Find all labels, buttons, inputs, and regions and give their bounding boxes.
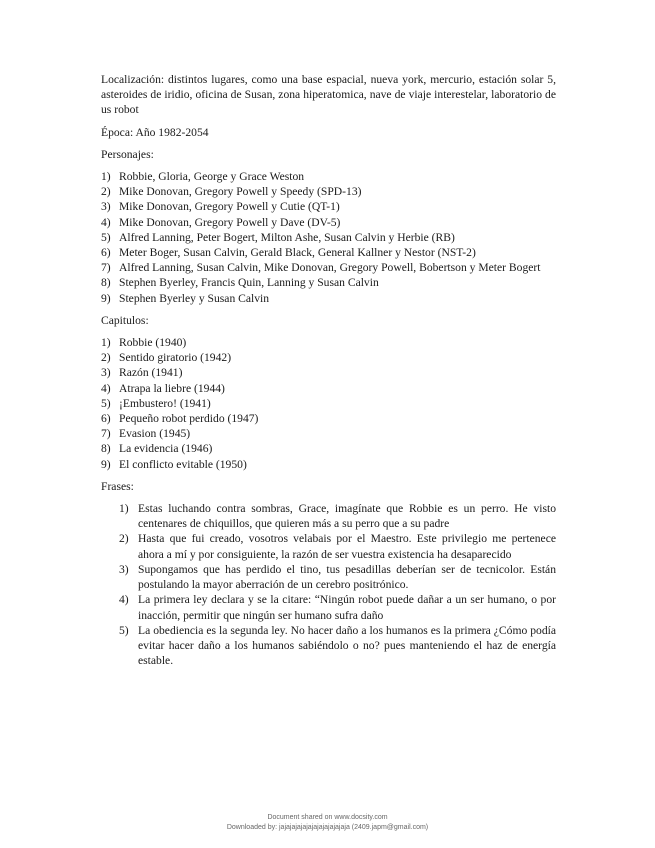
list-item xyxy=(101,291,556,306)
capitulos-heading: Capitulos: xyxy=(101,313,149,327)
list-item xyxy=(101,426,556,441)
list-text: Razón (1941) xyxy=(119,366,183,380)
list-text: Atrapa la liebre (1944) xyxy=(119,381,225,395)
list-item xyxy=(101,184,556,199)
list-number: 7) xyxy=(101,427,111,441)
frases-heading: Frases: xyxy=(101,479,134,493)
list-number: 9) xyxy=(101,457,111,471)
list-item xyxy=(101,245,556,260)
list-text: Mike Donovan, Gregory Powell y Cutie (QT-1) xyxy=(119,200,340,214)
list-text: Pequeño robot perdido (1947) xyxy=(119,412,259,426)
list-item xyxy=(101,335,556,350)
list-item xyxy=(119,562,556,592)
list-item xyxy=(101,381,556,396)
list-number: 3) xyxy=(119,562,129,576)
list-text: La primera ley declara y se la citare: “Ningún robot puede dañar a un ser humano, o por inacción, permitir que ningún ser humano sufra daño xyxy=(138,593,556,622)
frases-list xyxy=(119,501,556,668)
list-number: 4) xyxy=(101,381,111,395)
list-number: 7) xyxy=(101,261,111,275)
list-text: Mike Donovan, Gregory Powell y Speedy (SPD-13) xyxy=(119,185,362,199)
list-item xyxy=(101,350,556,365)
list-number: 6) xyxy=(101,412,111,426)
list-text: La evidencia (1946) xyxy=(119,442,213,456)
list-text: Sentido giratorio (1942) xyxy=(119,351,232,365)
footer-shared: Document shared on www.docsity.com xyxy=(267,814,388,821)
localizacion-paragraph: Localización: distintos lugares, como una base espacial, nueva york, mercurio, estación solar 5, asteroides de iridio, oficina de Susan, zona hiperatomica, nave de viaje interestelar, laboratorio de us robot xyxy=(101,73,556,117)
list-item xyxy=(101,260,556,275)
list-number: 2) xyxy=(101,351,111,365)
list-number: 9) xyxy=(101,291,111,305)
list-number: 3) xyxy=(101,200,111,214)
list-number: 2) xyxy=(119,532,129,546)
list-item xyxy=(101,215,556,230)
list-item xyxy=(119,531,556,561)
list-text: Mike Donovan, Gregory Powell y Dave (DV-5) xyxy=(119,215,341,229)
list-number: 4) xyxy=(101,215,111,229)
list-number: 1) xyxy=(101,336,111,350)
list-text: Stephen Byerley y Susan Calvin xyxy=(119,291,270,305)
list-number: 8) xyxy=(101,442,111,456)
list-item xyxy=(101,275,556,290)
personajes-heading: Personajes: xyxy=(101,147,154,161)
list-item xyxy=(101,411,556,426)
list-text: Meter Boger, Susan Calvin, Gerald Black, General Kallner y Nestor (NST-2) xyxy=(119,246,476,260)
footer-downloaded: Downloaded by: jajajajajajajajajajajajaja (2409.japm@gmail.com) xyxy=(226,824,429,831)
document-body xyxy=(101,72,556,668)
list-number: 2) xyxy=(101,185,111,199)
list-text: Hasta que fui creado, vosotros velabais por el Maestro. Este privilegio me pertenece ahora a mí y por consiguiente, la razón de ser vuestra existencia ha desaparecido xyxy=(138,532,556,561)
list-item xyxy=(119,501,556,531)
list-number: 6) xyxy=(101,246,111,260)
list-text: ¡Embustero! (1941) xyxy=(119,396,211,410)
list-number: 1) xyxy=(101,170,111,184)
list-item xyxy=(101,199,556,214)
epoca-paragraph: Época: Año 1982-2054 xyxy=(101,125,209,139)
list-text: Supongamos que has perdido el tino, tus pesadillas deberían ser de tecnicolor. Están postulando la mayor aberración de un cerebro positrónico. xyxy=(138,562,556,592)
list-item xyxy=(101,365,556,380)
list-text: Estas luchando contra sombras, Grace, imagínate que Robbie es un perro. He visto centenares de chiquillos, que quieren más a su perro que a su padre xyxy=(138,502,556,531)
list-text: La obediencia es la segunda ley. No hacer daño a los humanos es la primera ¿Cómo podía evitar hacer daño a los humanos sabiéndolo o no? pues manteniendo el haz de energía estable. xyxy=(138,623,556,668)
list-item xyxy=(101,396,556,411)
list-number: 4) xyxy=(119,593,129,607)
list-item xyxy=(101,230,556,245)
list-number: 1) xyxy=(119,502,129,516)
list-item xyxy=(119,592,556,622)
list-text: Evasion (1945) xyxy=(119,427,191,441)
list-text: El conflicto evitable (1950) xyxy=(119,457,247,471)
list-text: Robbie (1940) xyxy=(119,336,187,350)
list-item xyxy=(101,457,556,472)
list-text: Robbie, Gloria, George y Grace Weston xyxy=(119,170,305,184)
list-number: 5) xyxy=(101,230,111,244)
list-item xyxy=(101,441,556,456)
personajes-list xyxy=(101,169,556,306)
list-number: 5) xyxy=(101,396,111,410)
list-item xyxy=(101,169,556,184)
list-text: Alfred Lanning, Susan Calvin, Mike Donovan, Gregory Powell, Bobertson y Meter Bogert xyxy=(119,261,541,275)
list-text: Alfred Lanning, Peter Bogert, Milton Ashe, Susan Calvin y Herbie (RB) xyxy=(119,230,455,244)
list-number: 5) xyxy=(119,623,129,637)
list-number: 3) xyxy=(101,366,111,380)
list-number: 8) xyxy=(101,276,111,290)
capitulos-list xyxy=(101,335,556,472)
list-text: Stephen Byerley, Francis Quin, Lanning y Susan Calvin xyxy=(119,276,379,290)
list-item xyxy=(119,623,556,669)
